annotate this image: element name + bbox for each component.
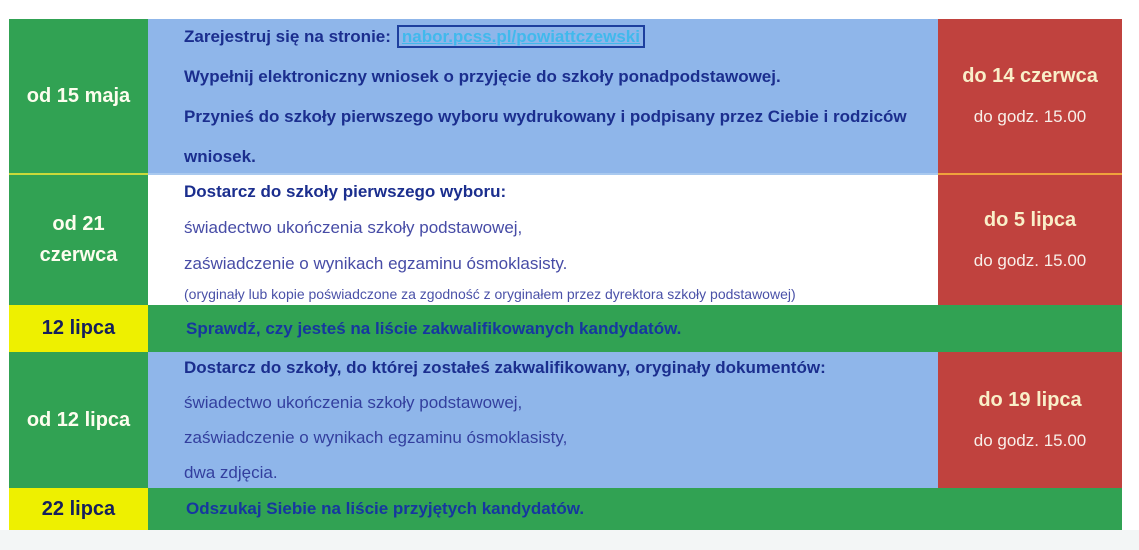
action-cell-check-qualified-list	[148, 305, 1122, 352]
date-label: od 15 maja	[26, 84, 131, 107]
action-text: Sprawdź, czy jesteś na liście zakwalifikowanych kandydatów.	[186, 318, 682, 338]
deadline-date: do 5 lipca	[983, 209, 1077, 231]
originals-heading: Dostarcz do szkoły, do której zostałeś zakwalifikowany, oryginały dokumentów:	[184, 358, 826, 377]
fill-application-line: Wypełnij elektroniczny wniosek o przyjęcie do szkoły ponadpodstawowej.	[184, 66, 781, 86]
deadline-cell-5-lipca	[938, 175, 1122, 305]
nabor-site-link[interactable]: nabor.pcss.pl/powiattczewski	[397, 25, 645, 48]
action-cell-check-accepted-list	[148, 488, 1122, 530]
documents-note: (oryginały lub kopie poświadczone za zgodność z oryginałem przez dyrektora szkoły podstawowej)	[184, 286, 796, 302]
document-item-photos: dwa zdjęcia.	[184, 463, 278, 482]
document-item-certificate: świadectwo ukończenia szkoły podstawowej,	[184, 393, 523, 412]
date-label: 22 lipca	[41, 497, 116, 520]
description-cell-original-documents	[148, 352, 938, 488]
document-item-certificate: świadectwo ukończenia szkoły podstawowej,	[184, 218, 523, 237]
registration-intro-text: Zarejestruj się na stronie:	[184, 26, 391, 46]
deadline-date: do 19 lipca	[978, 389, 1082, 411]
recruitment-timeline-table	[9, 19, 1122, 530]
bring-application-line-1: Przynieś do szkoły pierwszego wyboru wydrukowany i podpisany przez Ciebie i rodziców	[184, 106, 907, 126]
document-item-exam-results: zaświadczenie o wynikach egzaminu ósmoklasisty.	[184, 254, 568, 273]
date-cell-od-21-czerwca	[9, 175, 148, 305]
date-label: 12 lipca	[41, 317, 116, 339]
description-cell-documents-first-choice	[148, 175, 938, 305]
deadline-cell-14-czerwca	[938, 19, 1122, 175]
deadline-date: do 14 czerwca	[962, 65, 1098, 87]
deadline-time: do godz. 15.00	[973, 251, 1087, 270]
date-cell-22-lipca	[9, 488, 148, 530]
page-bottom-strip	[0, 530, 1139, 550]
date-label: od 21 czerwca	[39, 213, 118, 266]
bring-application-line-2: wniosek.	[184, 146, 256, 166]
description-cell-registration	[148, 19, 938, 175]
action-text: Odszukaj Siebie na liście przyjętych kandydatów.	[186, 499, 585, 518]
deadline-time: do godz. 15.00	[973, 107, 1087, 126]
document-item-exam-results: zaświadczenie o wynikach egzaminu ósmoklasisty,	[184, 428, 568, 447]
date-cell-od-12-lipca	[9, 352, 148, 488]
deadline-time: do godz. 15.00	[973, 431, 1087, 450]
date-label: od 12 lipca	[26, 408, 131, 431]
deadline-cell-19-lipca	[938, 352, 1122, 488]
registration-intro-line	[184, 21, 916, 52]
date-cell-od-15-maja	[9, 19, 148, 175]
date-cell-12-lipca	[9, 305, 148, 352]
documents-heading: Dostarcz do szkoły pierwszego wyboru:	[184, 182, 507, 201]
